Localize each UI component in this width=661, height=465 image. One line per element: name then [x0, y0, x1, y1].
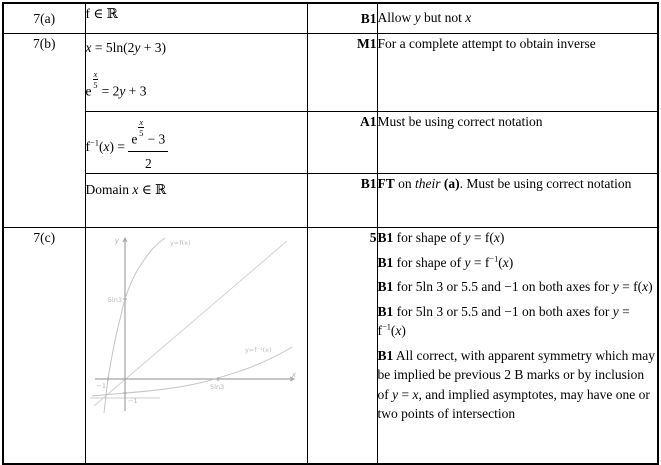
working-cell-7b-a1	[85, 111, 307, 174]
display-fraction: e $\frac{x}{5}$ − 3 2	[128, 118, 168, 174]
working-cell-7b-m1	[85, 33, 307, 111]
x-axis-label: x	[291, 371, 296, 379]
mark-cell-7b-a1	[307, 111, 377, 174]
mark-scheme-table	[2, 2, 659, 465]
f-curve-label: y=f(x)	[169, 239, 190, 247]
e-base: e	[85, 83, 92, 98]
question-number-7b	[3, 33, 85, 228]
comment-text: FT on their (a). Must be using correct notation	[377, 176, 632, 191]
mark-cell-7b-b1	[307, 174, 377, 228]
answer-graph	[88, 232, 307, 458]
comment-line-2: B1 for shape of $y = f^{-1}(x)$	[377, 254, 514, 270]
row-7b-a1	[3, 111, 658, 174]
inverse-exponent: −1	[90, 136, 100, 147]
comment-line-3: B1 for 5ln 3 or 5.5 and −1 on both axes for y = f(x)	[377, 279, 653, 294]
comment-cell-7a	[377, 3, 658, 33]
comment-text: Must be using correct notation	[377, 113, 543, 129]
equation-e-power: e $\frac{x}{5}$ = 2y + 3	[85, 68, 147, 98]
comment-text: Allow y but not x	[377, 10, 472, 25]
question-number-7c	[3, 228, 85, 465]
row-7b-m1	[3, 33, 658, 111]
comment-cell-7b-m1	[377, 33, 658, 111]
mark-cell-7c	[307, 228, 377, 465]
working-cell-7c	[85, 228, 307, 465]
row-7b-b1	[3, 174, 658, 228]
working-cell-7a	[85, 3, 307, 33]
mark-cell-7b-m1	[307, 33, 377, 111]
comment-line-4: B1 for 5ln 3 or 5.5 and −1 on both axes for $y = f^{-1}(x)$	[377, 303, 630, 338]
working-cell-7b-b1	[85, 174, 307, 228]
neg1-x-label: −1	[95, 382, 106, 390]
f-curve	[104, 238, 165, 413]
equation-x-equals-5ln: x = 5ln(2y + 3)	[85, 39, 166, 55]
mark-label: A1	[360, 113, 377, 129]
question-label: 7(b)	[33, 35, 56, 51]
question-label: 7(c)	[33, 230, 56, 245]
comment-line-1: B1 for shape of y = f(x)	[377, 230, 505, 245]
mark-label: B1	[360, 176, 377, 191]
x-intercept-label: 5ln3	[209, 383, 224, 391]
neg1-y-label: −1	[127, 397, 138, 405]
question-number-7a	[3, 3, 85, 33]
mark-label: B1	[360, 11, 377, 26]
mark-label: 5	[369, 230, 377, 245]
equation-f-inverse: $f^{-1}(x)$ = e $\frac{x}{5}$ − 3 2	[86, 122, 307, 174]
domain-statement: Domain x ∈ ℝ	[85, 182, 167, 197]
exponent-fraction: $\frac{x}{5}$	[93, 68, 98, 90]
y-equals-x-line	[94, 241, 287, 406]
f-inverse-curve-label: y=f⁻¹(x)	[244, 346, 272, 354]
comment-text: For a complete attempt to obtain inverse	[377, 35, 596, 51]
comment-cell-7b-a1	[377, 111, 658, 174]
mark-label: M1	[357, 35, 377, 51]
row-7c	[3, 228, 658, 465]
mark-cell-7a	[307, 3, 377, 33]
comment-cell-7b-b1	[377, 174, 658, 228]
f-token: f	[85, 138, 90, 154]
row-7a	[3, 3, 658, 33]
comment-line-5: B1 All correct, with apparent symmetry which may be implied be previous 2 B marks or by inclusion of y = x, and implied asymptotes, may have one or two points of intersection	[377, 347, 655, 421]
question-label: 7(a)	[33, 11, 56, 26]
answer-range-f: f ∈ ℝ	[85, 6, 118, 21]
y-axis-label: y	[114, 237, 119, 245]
y-intercept-label: 5ln3	[107, 296, 122, 304]
f-inverse-curve	[92, 347, 292, 396]
comment-cell-7c	[377, 228, 658, 465]
